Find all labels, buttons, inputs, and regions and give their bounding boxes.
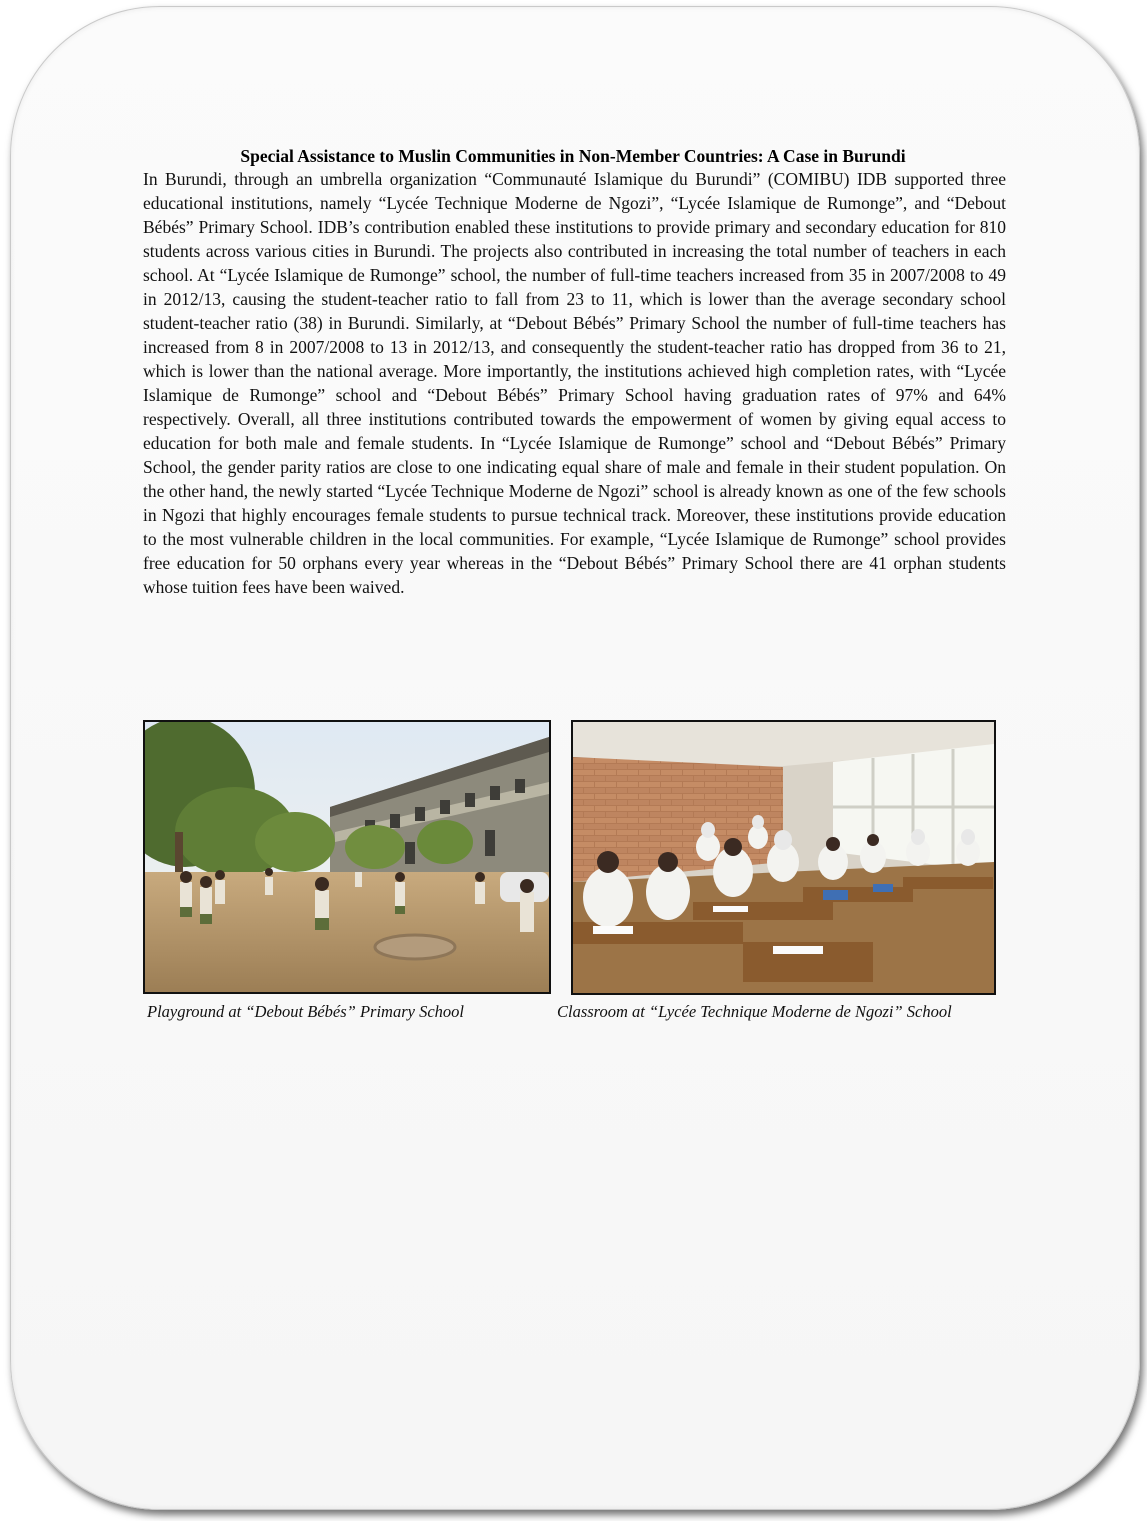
classroom-photo <box>571 720 996 995</box>
playground-photo <box>143 720 551 994</box>
document-body: In Burundi, through an umbrella organization “Communauté Islamique du Burundi” (COMIBU) IDB supported three educational institutions, namely “Lycée Technique Moderne de Ngozi”, “Lycée Islamique de Rumonge”, and “Debout Bébés” Primary School. IDB’s contribution enabled these institutions to provide primary and secondary education for 810 students across various cities in Burundi. The projects also contributed in increasing the total number of teachers in each school. At “Lycée Islamique de Rumonge” school, the number of full-time teachers increased from 35 in 2007/2008 to 49 in 2012/13, causing the student-teacher ratio to fall from 23 to 11, which is lower than the average secondary school student-teacher ratio (38) in Burundi. Similarly, at “Debout Bébés” Primary School the number of full-time teachers has increased from 8 in 2007/2008 to 13 in 2012/13, and consequently the student-teacher ratio has dropped from 36 to 21, which is lower than the national average. More importantly, the institutions achieved high completion rates, with “Lycée Islamique de Rumonge” school and “Debout Bébés” Primary School having graduation rates of 97% and 64% respectively. Overall, all three institutions contributed towards the empowerment of women by giving equal access to education for both male and female students. In “Lycée Islamique de Rumonge” school and “Debout Bébés” Primary School, the gender parity ratios are close to one indicating equal share of male and female in their student population. On the other hand, the newly started “Lycée Technique Moderne de Ngozi” school is already known as one of the few schools in Ngozi that highly encourages female students to pursue technical track. Moreover, these institutions provide education to the most vulnerable children in the local communities. For example, “Lycée Islamique de Rumonge” school provides free education for 50 orphans every year whereas in the “Debout Bébés” Primary School there are 41 orphan students whose tuition fees have been waived. <box>143 169 1006 597</box>
photo-caption-playground: Playground at “Debout Bébés” Primary School <box>147 1002 464 1021</box>
document-title: Special Assistance to Muslin Communities in Non-Member Countries: A Case in Burundi <box>240 146 906 166</box>
photo-caption-classroom: Classroom at “Lycée Technique Moderne de Ngozi” School <box>557 1002 952 1021</box>
